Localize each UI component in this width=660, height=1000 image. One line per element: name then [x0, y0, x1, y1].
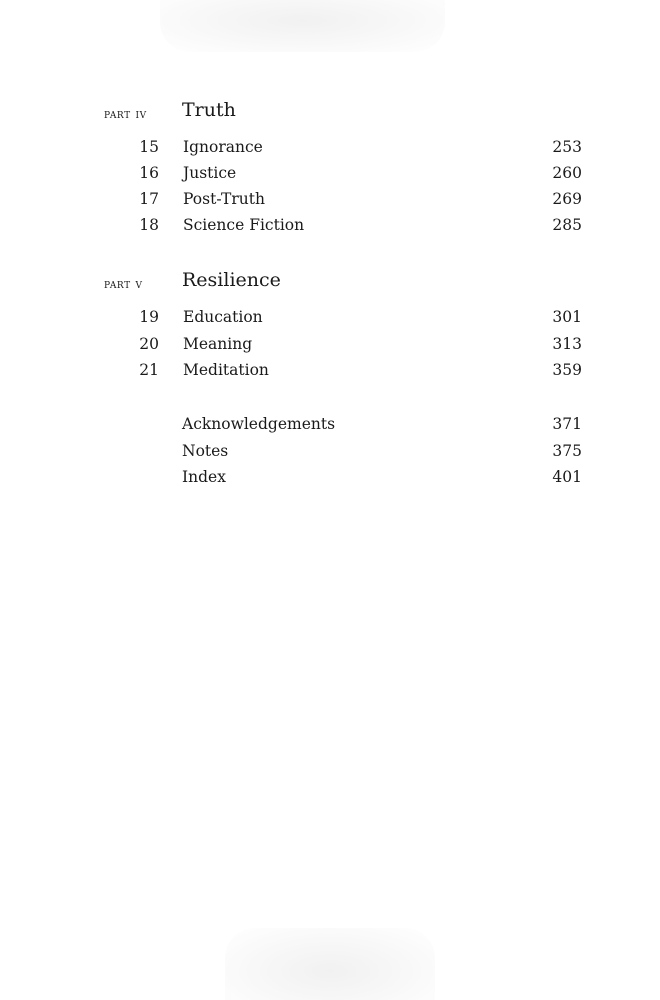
page-number: 253: [552, 138, 582, 156]
chapter-title: Post-Truth: [183, 190, 265, 208]
chapter-title: Meditation: [183, 361, 269, 379]
chapter-title: Meaning: [183, 335, 253, 353]
part-label: part iv: [104, 107, 147, 122]
page-number: 313: [552, 335, 582, 353]
chapter-title: Science Fiction: [183, 216, 305, 234]
page-number: 269: [552, 190, 582, 208]
toc-entry[interactable]: [0, 335, 660, 359]
chapter-title: Education: [183, 308, 263, 326]
chapter-number: 20: [139, 335, 159, 353]
chapter-title: Ignorance: [183, 138, 263, 156]
page-number: 301: [552, 308, 582, 326]
page-number: 260: [552, 164, 582, 182]
back-matter-title: Index: [182, 468, 226, 486]
chapter-number: 21: [139, 361, 159, 379]
back-matter-title: Acknowledgements: [182, 415, 336, 433]
chapter-number: 15: [139, 138, 159, 156]
page-shadow-top: [160, 0, 445, 52]
part-heading: [0, 99, 660, 129]
page-number: 375: [552, 442, 582, 460]
toc-entry[interactable]: [0, 190, 660, 214]
chapter-number: 19: [139, 308, 159, 326]
chapter-title: Justice: [183, 164, 237, 182]
toc-entry[interactable]: [0, 216, 660, 240]
toc-entry[interactable]: [0, 138, 660, 162]
part-heading: [0, 269, 660, 299]
page-number: 371: [552, 415, 582, 433]
toc-entry[interactable]: [0, 164, 660, 188]
page-shadow-bottom: [225, 928, 435, 1000]
page-number: 285: [552, 216, 582, 234]
page-number: 359: [552, 361, 582, 379]
part-title: Resilience: [182, 269, 281, 291]
chapter-number: 18: [139, 216, 159, 234]
toc-entry-back-matter[interactable]: [0, 468, 660, 492]
toc-entry[interactable]: [0, 361, 660, 385]
chapter-number: 16: [139, 164, 159, 182]
part-title: Truth: [182, 99, 236, 121]
back-matter-title: Notes: [182, 442, 229, 460]
chapter-number: 17: [139, 190, 159, 208]
toc-entry-back-matter[interactable]: [0, 415, 660, 439]
toc-entry-back-matter[interactable]: [0, 442, 660, 466]
page-number: 401: [552, 468, 582, 486]
toc-entry[interactable]: [0, 308, 660, 332]
part-label: part v: [104, 277, 143, 292]
